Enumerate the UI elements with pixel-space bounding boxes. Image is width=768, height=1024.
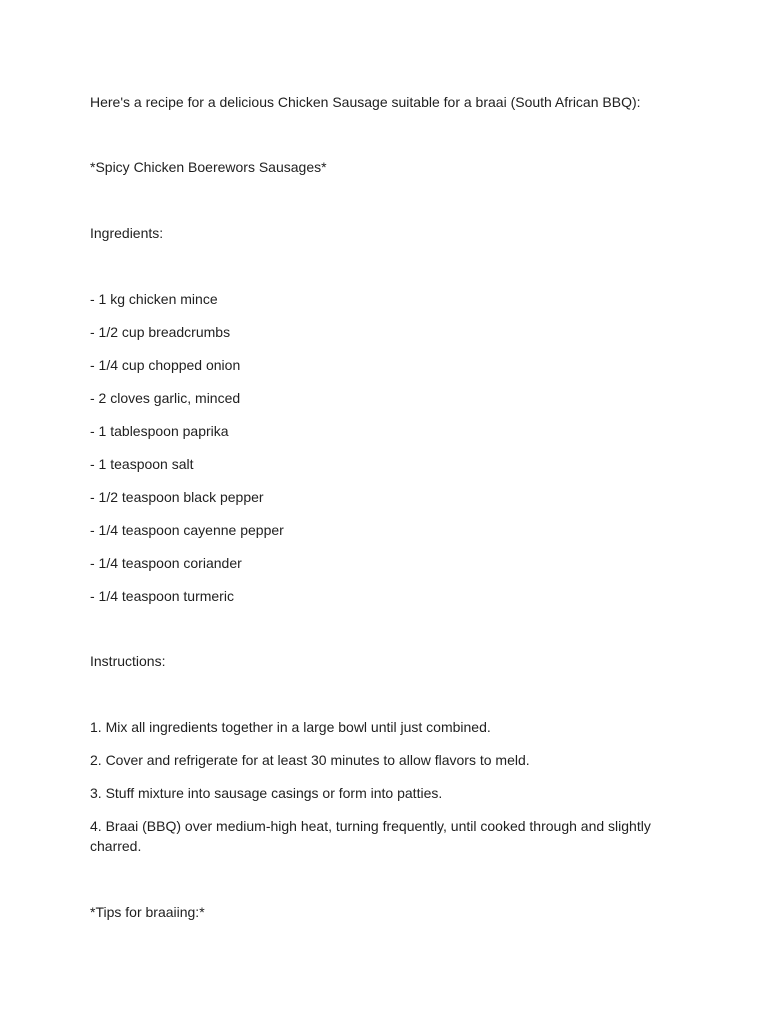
instructions-heading: Instructions: <box>90 653 166 669</box>
instruction-step: 3. Stuff mixture into sausage casings or form into patties. <box>90 785 443 801</box>
ingredients-heading: Ingredients: <box>90 225 164 241</box>
instruction-step: 1. Mix all ingredients together in a large bowl until just combined. <box>90 719 491 735</box>
ingredient-item: - 1/4 teaspoon cayenne pepper <box>90 522 284 538</box>
instruction-step: 2. Cover and refrigerate for at least 30 minutes to allow flavors to meld. <box>90 752 530 768</box>
intro-text: Here's a recipe for a delicious Chicken Sausage suitable for a braai (South African BBQ): <box>90 94 641 110</box>
ingredient-item: - 1/2 teaspoon black pepper <box>90 489 264 505</box>
ingredient-item: - 1 kg chicken mince <box>90 291 218 307</box>
ingredient-item: - 2 cloves garlic, minced <box>90 390 241 406</box>
ingredient-item: - 1/4 teaspoon turmeric <box>90 588 234 604</box>
ingredient-item: - 1 tablespoon paprika <box>90 423 229 439</box>
recipe-title: *Spicy Chicken Boerewors Sausages* <box>90 159 327 175</box>
ingredient-item: - 1/4 cup chopped onion <box>90 357 241 373</box>
ingredient-item: - 1/2 cup breadcrumbs <box>90 324 231 340</box>
instruction-step: 4. Braai (BBQ) over medium-high heat, turning frequently, until cooked through and slightly charred. <box>90 818 651 854</box>
tips-heading: *Tips for braaiing:* <box>90 904 205 920</box>
ingredient-item: - 1/4 teaspoon coriander <box>90 555 242 571</box>
ingredient-item: - 1 teaspoon salt <box>90 456 194 472</box>
